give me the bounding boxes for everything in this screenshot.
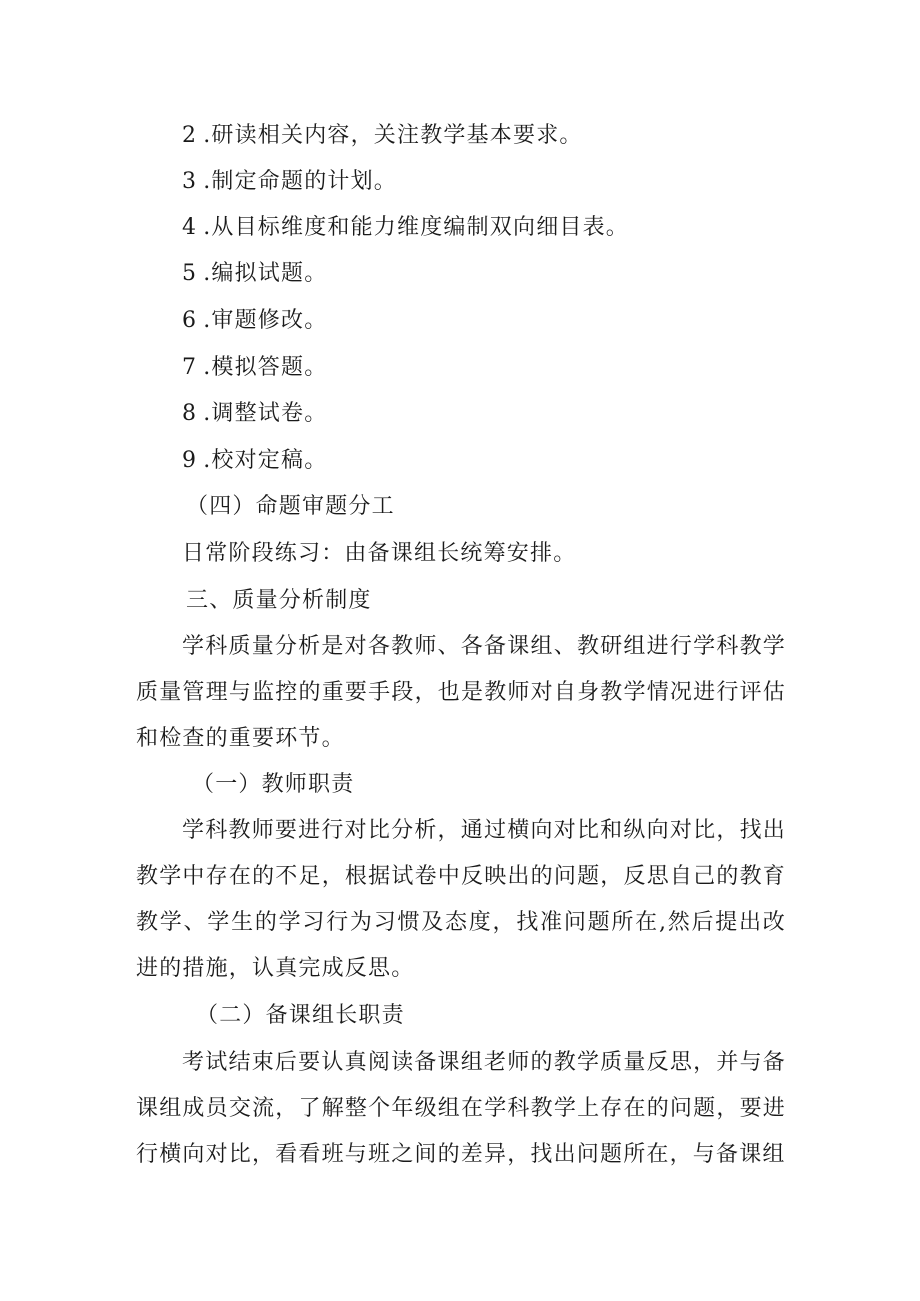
step-text: .校对定稿。: [203, 448, 328, 473]
step-item-2: [182, 121, 583, 151]
leader-duty-paragraph: 考试结束后要认真阅读备课组老师的教学质量反思，并与备课组成员交流，了解整个年级组在学科教学上存在的问题，要进行横向对比，看看班与班之间的差异，找出问题所在，与备课组: [136, 1050, 786, 1167]
leader-duty-heading: （二）备课组长职责: [196, 1003, 405, 1028]
step-text: .从目标维度和能力维度编制双向细目表。: [203, 215, 629, 240]
step-text: .编拟试题。: [203, 261, 328, 286]
step-number: 3: [182, 169, 198, 194]
step-text: .模拟答题。: [203, 355, 328, 380]
intro-paragraph: 学科质量分析是对各教师、各备课组、教研组进行学科教学质量管理与监控的重要手段，也是教师对自身教学情况进行评估和检查的重要环节。: [136, 634, 786, 751]
step-item-3: [182, 167, 397, 197]
step-number: 4: [182, 215, 198, 240]
step-item-7: [182, 353, 327, 383]
step-text: .制定命题的计划。: [203, 169, 397, 194]
teacher-duty-paragraph: 学科教师要进行对比分析，通过横向对比和纵向对比，找出教学中存在的不足，根据试卷中反映出的问题，反思自己的教育教学、学生的学习行为习惯及态度，找准问题所在,然后提出改进的措施，认真完成反思。: [136, 818, 786, 981]
step-item-6: [182, 306, 327, 336]
teacher-duty-heading: （一）教师职责: [192, 772, 355, 797]
step-item-8: [182, 399, 327, 429]
step-number: 5: [182, 261, 198, 286]
step-number: 2: [182, 123, 198, 148]
step-text: .研读相关内容，关注教学基本要求。: [203, 123, 583, 148]
section-heading-4: （四）命题审题分工: [186, 494, 395, 519]
daily-practice-line: 日常阶段练习：由备课组长统筹安排。: [182, 541, 577, 566]
step-item-9: [182, 446, 327, 476]
step-text: .调整试卷。: [203, 401, 328, 426]
step-number: 6: [182, 308, 198, 333]
step-item-4: [182, 213, 629, 243]
step-number: 9: [182, 448, 198, 473]
step-text: .审题修改。: [203, 308, 328, 333]
step-number: 8: [182, 401, 198, 426]
step-item-5: [182, 259, 327, 289]
step-number: 7: [182, 355, 198, 380]
section-title-3: 三、质量分析制度: [186, 588, 372, 613]
